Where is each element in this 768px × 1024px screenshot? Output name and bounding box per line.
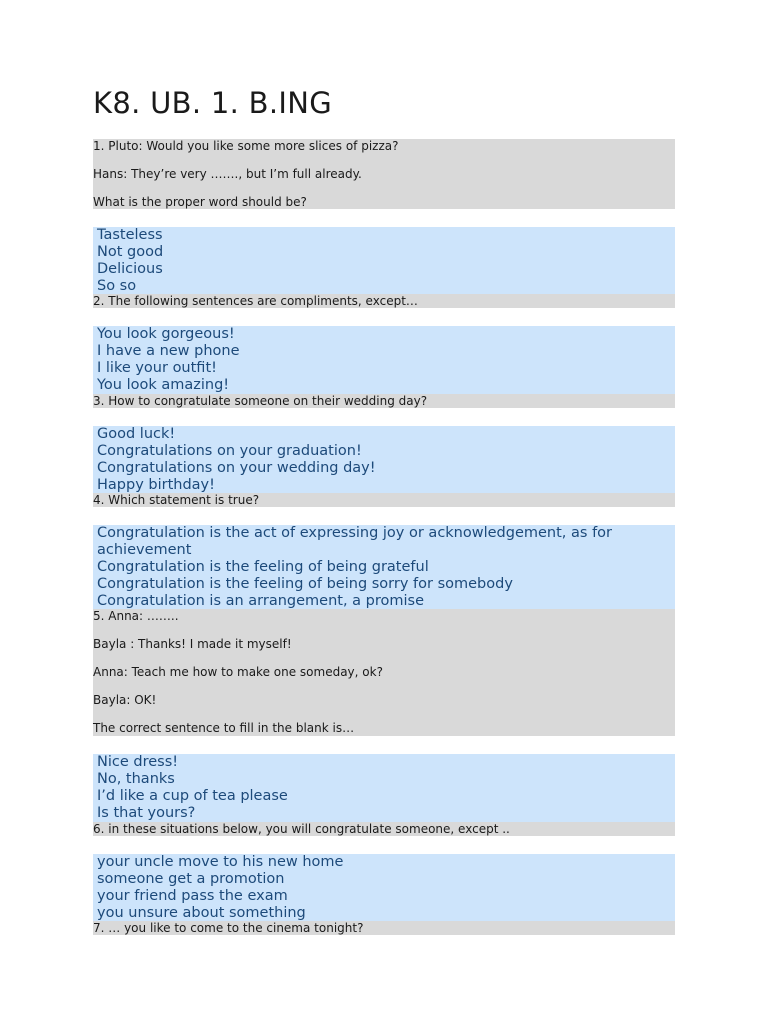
option-4-b[interactable]: Congratulation is the feeling of being grateful bbox=[97, 559, 429, 575]
question-6 bbox=[93, 822, 675, 836]
option-3-a[interactable]: Good luck! bbox=[97, 426, 176, 442]
question-5 bbox=[93, 609, 675, 736]
option-4-d[interactable]: Congratulation is an arrangement, a promise bbox=[97, 593, 425, 609]
question-5-line-2: Bayla : Thanks! I made it myself! bbox=[93, 637, 292, 651]
option-6-a[interactable]: your uncle move to his new home bbox=[97, 854, 344, 870]
question-5-line-4: Bayla: OK! bbox=[93, 693, 157, 707]
question-1-line-2: Hans: They’re very ……., but I’m full already. bbox=[93, 167, 362, 181]
option-1-b[interactable]: Not good bbox=[97, 244, 164, 260]
option-3-b[interactable]: Congratulations on your graduation! bbox=[97, 443, 362, 459]
question-1-line-1: 1. Pluto: Would you like some more slices of pizza? bbox=[93, 139, 399, 153]
option-2-a[interactable]: You look gorgeous! bbox=[97, 326, 235, 342]
option-1-d[interactable]: So so bbox=[97, 278, 137, 294]
question-4-options bbox=[93, 525, 675, 609]
question-1-line-3: What is the proper word should be? bbox=[93, 195, 307, 209]
question-3 bbox=[93, 394, 675, 408]
option-3-d[interactable]: Happy birthday! bbox=[97, 477, 215, 493]
question-5-line-5: The correct sentence to fill in the blank is… bbox=[93, 721, 355, 735]
question-3-options bbox=[93, 426, 675, 493]
question-1-options bbox=[93, 227, 675, 294]
option-4-c[interactable]: Congratulation is the feeling of being sorry for somebody bbox=[97, 576, 513, 592]
question-6-line-1: 6. in these situations below, you will congratulate someone, except .. bbox=[93, 822, 510, 836]
question-6-options bbox=[93, 854, 675, 921]
option-6-d[interactable]: you unsure about something bbox=[97, 905, 306, 921]
question-1 bbox=[93, 139, 675, 209]
question-4 bbox=[93, 493, 675, 507]
option-6-c[interactable]: your friend pass the exam bbox=[97, 888, 288, 904]
option-5-c[interactable]: I’d like a cup of tea please bbox=[97, 788, 288, 804]
option-4-a[interactable]: Congratulation is the act of expressing joy or acknowledgement, as for achievement bbox=[97, 525, 613, 558]
option-1-c[interactable]: Delicious bbox=[97, 261, 163, 277]
option-2-b[interactable]: I have a new phone bbox=[97, 343, 240, 359]
option-2-d[interactable]: You look amazing! bbox=[97, 377, 230, 393]
question-5-options bbox=[93, 754, 675, 822]
option-5-b[interactable]: No, thanks bbox=[97, 771, 175, 787]
question-3-line-1: 3. How to congratulate someone on their wedding day? bbox=[93, 394, 428, 408]
question-5-line-3: Anna: Teach me how to make one someday, ok? bbox=[93, 665, 383, 679]
document-title: K8. UB. 1. B.ING bbox=[93, 86, 332, 120]
option-1-a[interactable]: Tasteless bbox=[97, 227, 163, 243]
question-4-line-1: 4. Which statement is true? bbox=[93, 493, 260, 507]
question-7 bbox=[93, 921, 675, 935]
question-2-options bbox=[93, 326, 675, 394]
option-5-a[interactable]: Nice dress! bbox=[97, 754, 179, 770]
question-7-line-1: 7. … you like to come to the cinema tonight? bbox=[93, 921, 364, 935]
option-3-c[interactable]: Congratulations on your wedding day! bbox=[97, 460, 376, 476]
option-2-c[interactable]: I like your outfit! bbox=[97, 360, 217, 376]
option-5-d[interactable]: Is that yours? bbox=[97, 805, 196, 821]
question-2 bbox=[93, 294, 675, 308]
option-6-b[interactable]: someone get a promotion bbox=[97, 871, 285, 887]
question-2-line-1: 2. The following sentences are compliments, except… bbox=[93, 294, 418, 308]
question-5-line-1: 5. Anna: …….. bbox=[93, 609, 179, 623]
